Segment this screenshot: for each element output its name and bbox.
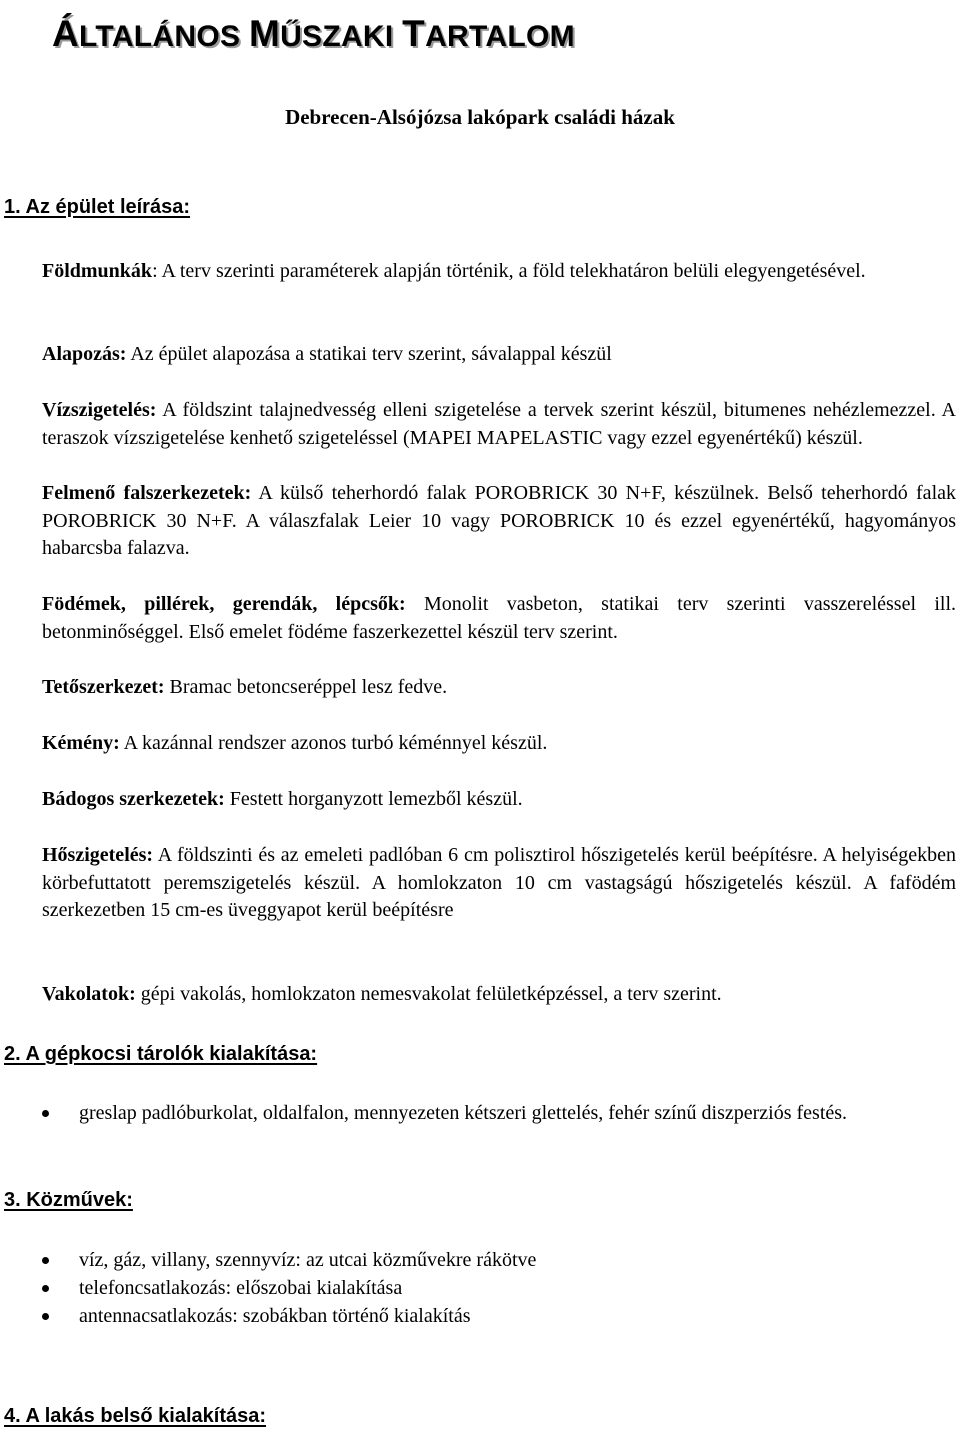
paragraph-label: Vízszigetelés: (42, 399, 157, 421)
paragraph-fodemek (42, 591, 956, 646)
paragraph-label: Felmenő falszerkezetek: (42, 482, 252, 504)
utilities-bullet-list (42, 1246, 956, 1330)
document-title (52, 8, 932, 63)
title-rest-3: ARTALOM (425, 20, 575, 53)
list-item: víz, gáz, villany, szennyvíz: az utcai közművekre rákötve (42, 1246, 956, 1274)
paragraph-text: Bramac betoncseréppel lesz fedve. (164, 676, 448, 698)
paragraph-badogos-szerkezetek (42, 786, 956, 814)
paragraph-label: Hőszigetelés: (42, 844, 154, 866)
title-initial-2: M (248, 13, 281, 54)
section-heading-3: 3. Közművek: (4, 1189, 133, 1211)
paragraph-text: Monolit vasbeton, statikai terv szerinti vasszereléssel ill. betonminőséggel. Első emelet födéme faszerkezettel készül terv szerint. (42, 593, 957, 643)
title-initial-1: Á (52, 13, 80, 54)
document-subtitle: Debrecen-Alsójózsa lakópark családi házak (285, 105, 675, 129)
paragraph-label: Tetőszerkezet: (42, 676, 165, 698)
paragraph-label: Bádogos szerkezetek: (42, 788, 225, 810)
section-heading-2: 2. A gépkocsi tárolók kialakítása: (4, 1043, 318, 1065)
title-initial-3: T (402, 13, 426, 54)
paragraph-text: gépi vakolás, homlokzaton nemesvakolat felületképzéssel, a terv szerint. (135, 983, 722, 1005)
paragraph-foldmunkak (42, 258, 956, 286)
paragraph-label: Alapozás: (42, 343, 127, 365)
paragraph-text: : A terv szerinti paraméterek alapján történik, a föld telekhatáron belüli elegyengetésével. (152, 260, 866, 282)
paragraph-felmeno-falszerkezetek (42, 480, 956, 563)
title-rest-2: ŰSZAKI (280, 20, 403, 53)
garage-bullet-list (42, 1099, 956, 1127)
section-heading-1: 1. Az épület leírása: (4, 196, 190, 218)
title-rest-1: LTALÁNOS (79, 20, 249, 53)
paragraph-kemeny (42, 730, 956, 758)
paragraph-label: Földmunkák (42, 260, 153, 282)
paragraph-text: A földszint talajnedvesség elleni szigetelése a tervek szerint készül, bitumenes nehézlemezzel. A teraszok vízszigetelése kenhető szigeteléssel (MAPEI MAPELASTIC vagy ezzel egyenértékű) készül. (42, 399, 956, 449)
paragraph-vizszigeteles (42, 397, 956, 452)
paragraph-label: Kémény: (42, 732, 120, 754)
paragraph-text: A földszinti és az emeleti padlóban 6 cm polisztirol hőszigetelés kerül beépítésre. A helyiségekben körbefuttatott peremszigetelés készül. A homlokzaton 10 cm vastagságú hőszigetelés készül. A fafödém szerkezetben 15 cm-es üveggyapot kerül beépítésre (42, 844, 956, 921)
section-heading-4: 4. A lakás belső kialakítása: (4, 1405, 267, 1427)
paragraph-label: Födémek, pillérek, gerendák, lépcsők: (42, 593, 406, 615)
paragraph-text: A kazánnal rendszer azonos turbó kéménnyel készül. (119, 732, 548, 754)
paragraph-text: Festett horganyzott lemezből készül. (224, 788, 523, 810)
paragraph-text: A külső teherhordó falak POROBRICK 30 N+F, készülnek. Belső teherhordó falak POROBRICK 30 N+F. A válaszfalak Leier 10 vagy POROBRICK 10 és ezzel egyenértékű, hagyományos habarcsba falazva. (42, 482, 956, 559)
paragraph-hoszigeteles (42, 842, 956, 925)
paragraph-text: Az épület alapozása a statikai terv szerint, sávalappal készül (126, 343, 612, 365)
paragraph-tetoszerkezet (42, 674, 956, 702)
paragraph-alapozas (42, 341, 956, 369)
paragraph-label: Vakolatok: (42, 983, 136, 1005)
list-item: telefoncsatlakozás: előszobai kialakítása (42, 1274, 956, 1302)
paragraph-vakolatok (42, 981, 956, 1009)
list-item: antennacsatlakozás: szobákban történő kialakítás (42, 1302, 956, 1330)
list-item: greslap padlóburkolat, oldalfalon, mennyezeten kétszeri glettelés, fehér színű diszperziós festés. (42, 1099, 956, 1127)
